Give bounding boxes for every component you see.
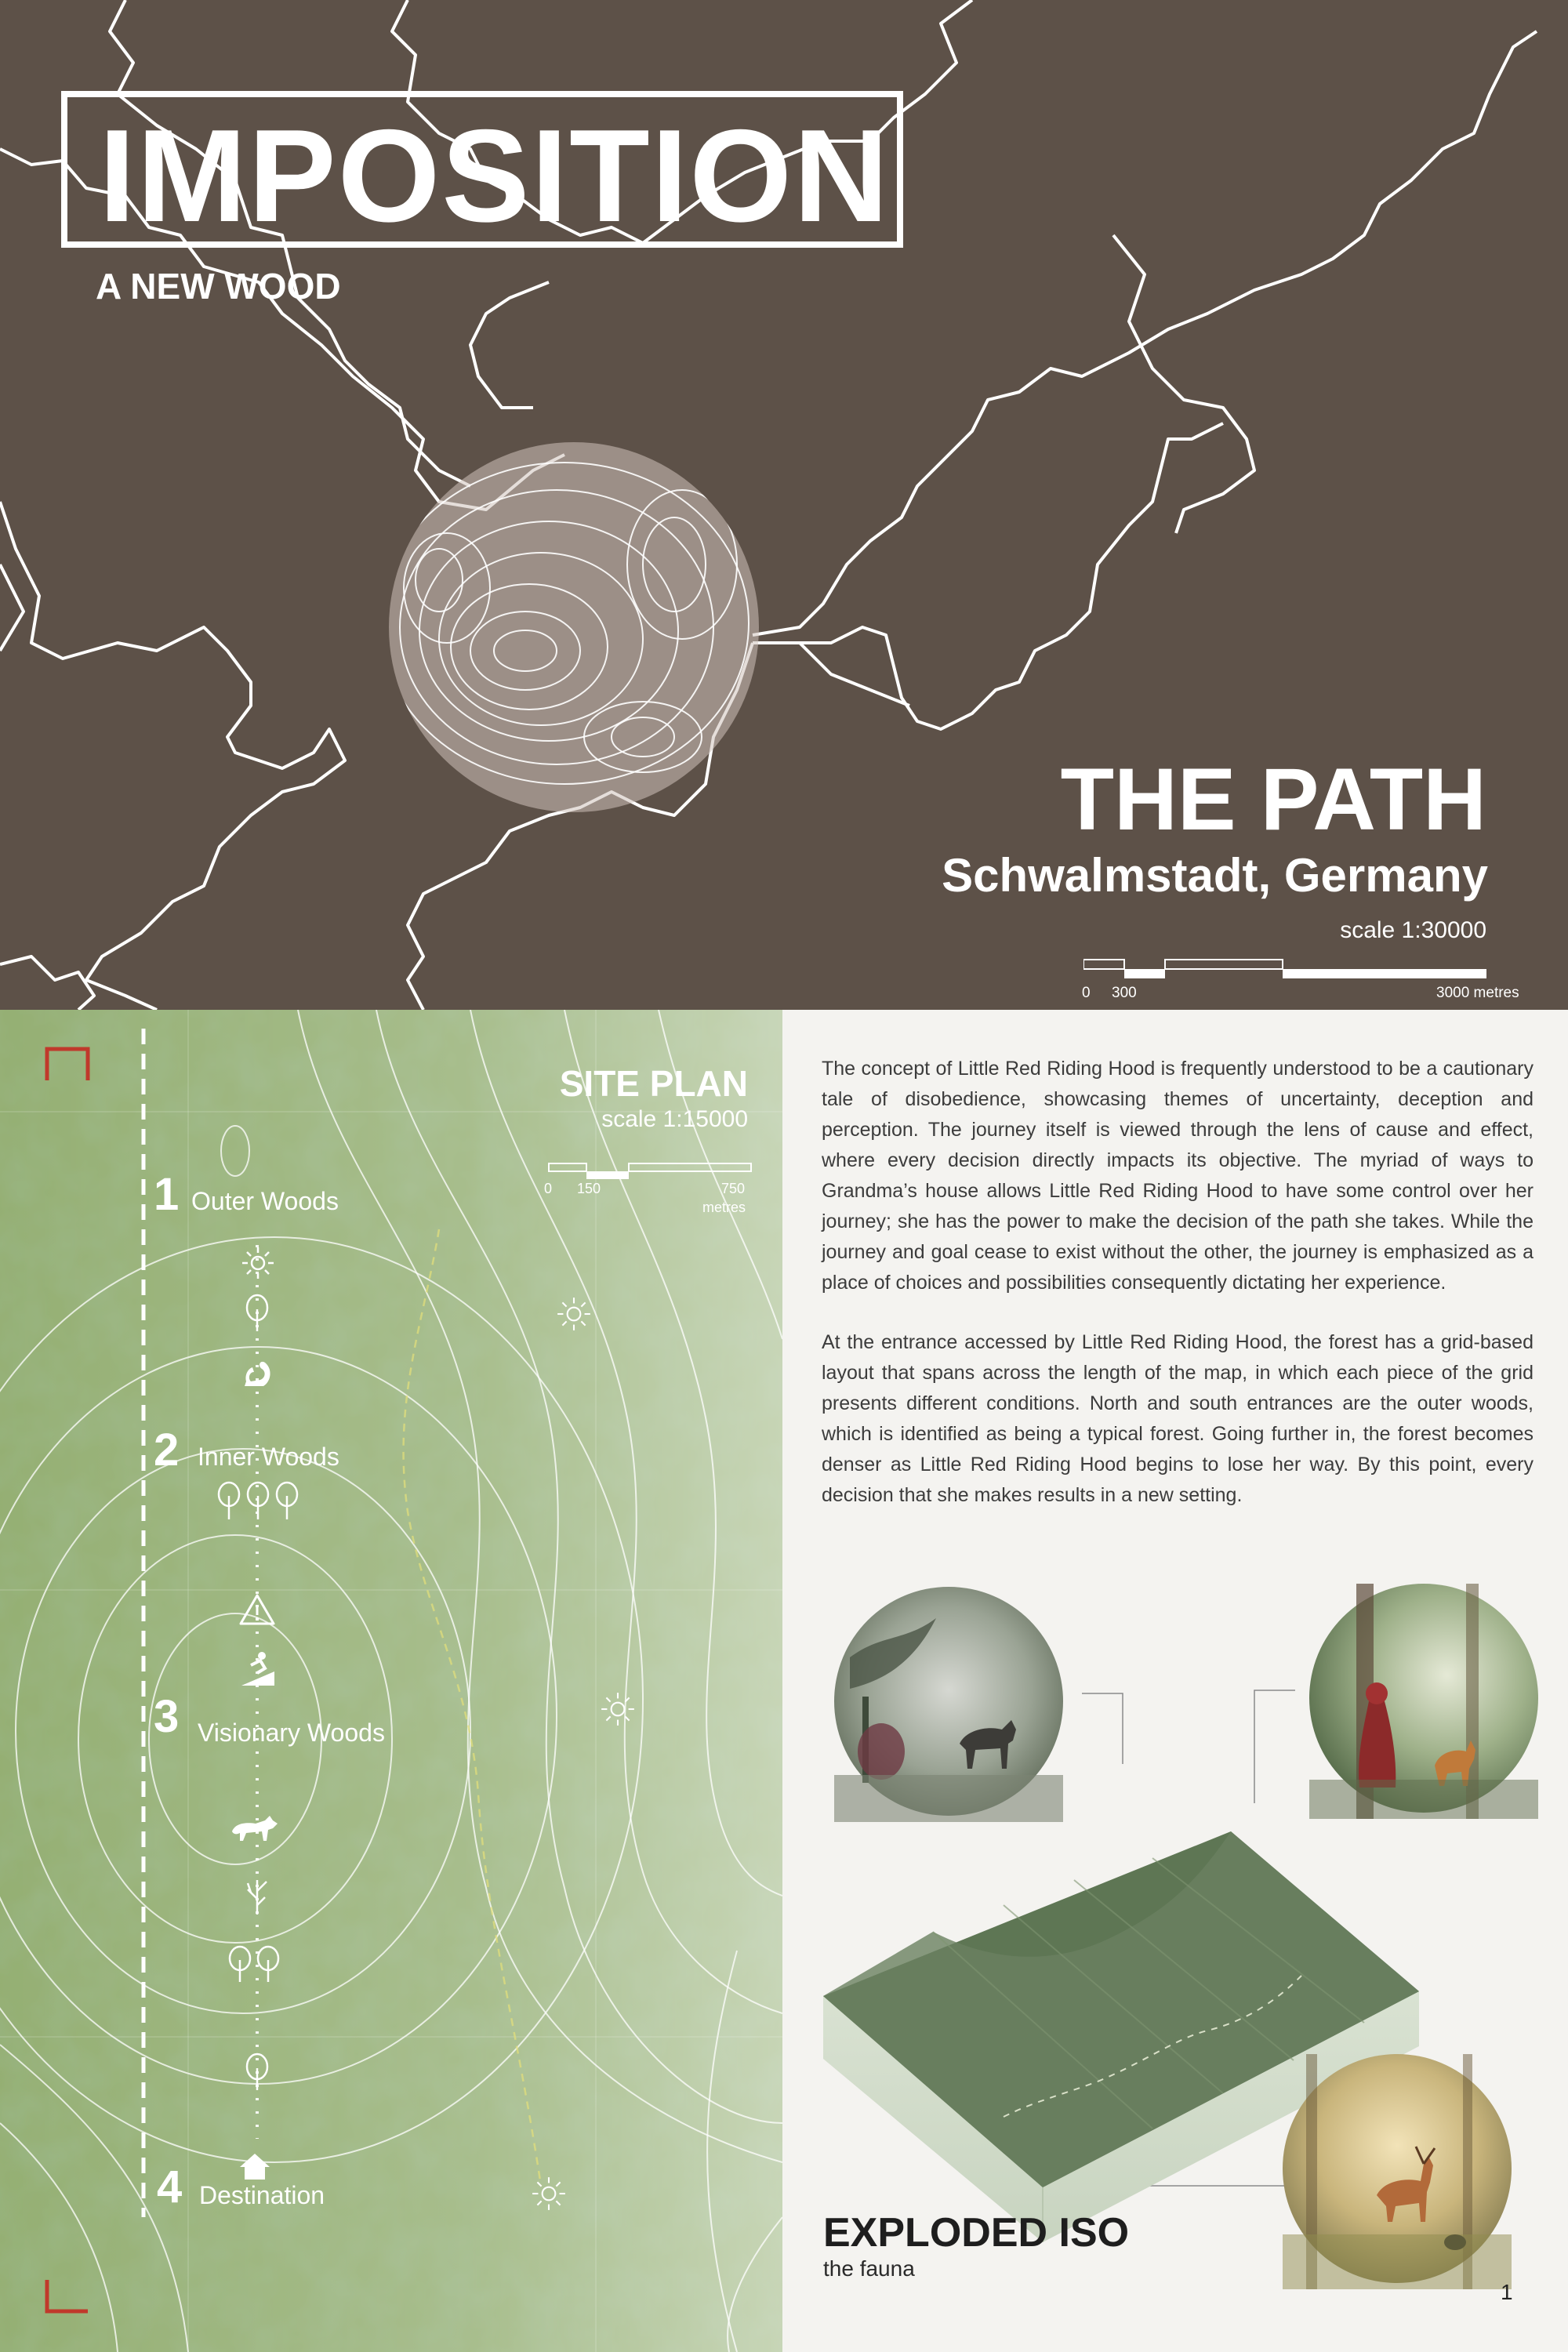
title-frame (61, 91, 903, 248)
boundary-line (0, 956, 94, 1010)
stop-number: 4 (157, 2161, 183, 2212)
riding-hood-photo (1309, 1584, 1538, 1819)
tree-icon (241, 2053, 273, 2092)
stop-name-destination: Destination (199, 2181, 325, 2209)
scale-bar-end: 3000 metres (1436, 985, 1519, 1001)
path-location: Schwalmstadt, Germany (942, 849, 1488, 902)
path-title: THE PATH (1060, 750, 1486, 848)
boundary-line (470, 282, 549, 408)
scale-bar-mid: 300 (1112, 985, 1137, 1001)
boundary-line (800, 643, 909, 706)
bare-tree-icon (243, 1872, 271, 1916)
poster-title: IMPOSITION (99, 102, 891, 249)
exploded-iso-subtitle: the fauna (823, 2256, 915, 2281)
boundary-line (1113, 235, 1254, 533)
site-scale-unit: metres (702, 1200, 746, 1215)
exploded-iso-title: EXPLODED ISO (823, 2210, 1130, 2256)
deer-photo (1283, 2054, 1512, 2289)
boundary-line (753, 423, 1223, 729)
scale-bar-start: 0 (1082, 985, 1091, 1001)
study-area-circle (389, 442, 759, 812)
sun-icon (555, 1295, 593, 1333)
tree-icon (241, 1294, 273, 1333)
stop-name-outer-woods: Outer Woods (191, 1187, 339, 1215)
location-map-panel (0, 0, 1568, 1010)
stop-number: 3 (154, 1691, 180, 1742)
wolf-icon (229, 1813, 281, 1844)
poster-subtitle: A NEW WOOD (96, 266, 341, 307)
paragraph: At the entrance accessed by Little Red Riding Hood, the forest has a grid-based layout that spans across the length of the map, in which each piece of the grid presents different conditions. North and south entrances are the outer woods, which is identified as being a typical forest. Going further in, the forest becomes denser as Little Red Riding Hood begins to lose her way. By this point, every decision that she makes results in a new setting. (822, 1331, 1534, 1506)
sun-icon (599, 1690, 637, 1728)
falling-person-icon (238, 1650, 278, 1689)
scale-bar (1083, 958, 1491, 985)
boundary-line (0, 564, 24, 651)
stop-name-inner-woods: Inner Woods (198, 1443, 339, 1471)
site-plan-panel (0, 1010, 782, 2352)
stop-number: 2 (154, 1425, 180, 1475)
stop-number: 1 (154, 1169, 180, 1220)
site-plan-scale: scale 1:15000 (601, 1106, 748, 1132)
site-scale-end: 750 (721, 1181, 746, 1196)
sun-icon (240, 1245, 276, 1281)
description-text (822, 1054, 1534, 1540)
trees-icon (215, 1480, 301, 1521)
squirrel-icon (240, 1355, 274, 1389)
house-icon (238, 2151, 271, 2181)
boundary-line (0, 502, 345, 1010)
forest-contour-map (0, 1010, 782, 2352)
site-scale-mid: 150 (577, 1181, 601, 1196)
path-scale-label: scale 1:30000 (1340, 917, 1486, 943)
two-trees-icon (224, 1944, 284, 1984)
paragraph: The concept of Little Red Riding Hood is frequently understood to be a cautionary tale of disobedience, showcasing themes of uncertainty, deception and perception. The journey itself is viewed through the lens of cause and effect, where every decision directly impacts its objective. The myriad of ways to Grandma’s house allows Little Red Riding Hood to have some control over her journey; she has the power to make the decision of the path she takes. While the journey and goal cease to exist without the other, the journey is emphasized as a place of choices and possibilities consequently dictating her experience. (822, 1058, 1534, 1294)
site-plan-title: SITE PLAN (559, 1063, 748, 1104)
page-number: 1 (1501, 2280, 1513, 2304)
sun-icon (530, 2175, 568, 2212)
warning-icon (238, 1593, 276, 1626)
stop-name-visionary-woods: Visionary Woods (198, 1719, 385, 1747)
wolf-photo (834, 1587, 1063, 1822)
site-scale-start: 0 (544, 1181, 553, 1196)
